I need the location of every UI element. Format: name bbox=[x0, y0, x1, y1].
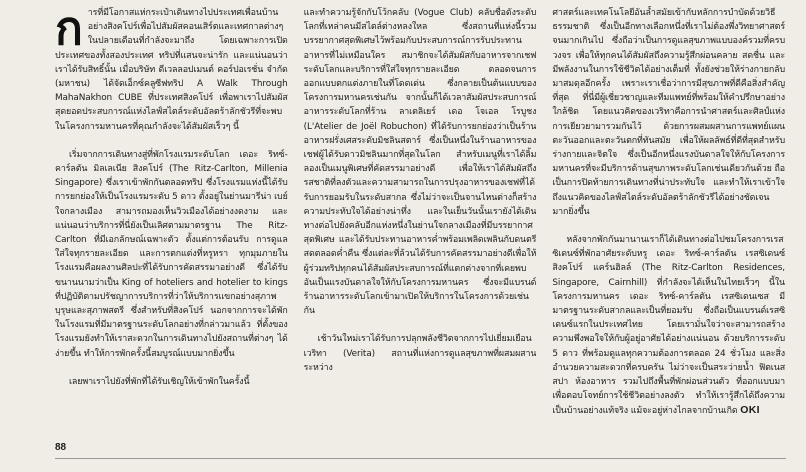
article-column-2 bbox=[304, 6, 537, 438]
paragraph: เช้าวันใหม่เราได้รับการปลุกพลังชีวิตจากการไปเยี่ยมเยือนเวริทา (Verita) สถานที่แห่งการดูแลสุขภาพที่ผสมผสานระหว่าง bbox=[303, 334, 537, 373]
paragraph bbox=[552, 233, 785, 419]
article-column-3 bbox=[552, 6, 785, 438]
paragraph: เริ่มจากการเดินทางสู่ที่พักโรงแรมระดับโลก เดอะ ริทซ์-คาร์ลตัน มิลเลเนีย สิงคโปร์ (The Ritz-Carlton, Millenia Singapore) ซึ่งเราเข้าพักกันตลอดทริป ซึ่งโรงแรมแห่งนี้ได้รับการยกย่องให้เป็นโรงแรมระดับ 5 ดาว ตั้งอยู่ในย่านมารีน่า เบย์ ใจกลางเมือง สามารถมองเห็นวิวเมืองได้อย่างงดงาม และแน่นอนว่าบริการที่นี่ยังเป็นเลิศตามมาตรฐาน The Ritz-Carlton ที่มีเอกลักษณ์เฉพาะตัว ตั้งแต่การต้อนรับ การดูแลใส่ใจทุกรายละเอียด และการตกแต่งที่หรูหรา ทุกมุมภายในโรงแรมคือผลงานศิลปะที่ได้รับการคัดสรรมาอย่างดี ซึ่งได้รับขนานนามว่าเป็น King of hoteliers and hotelier to kings ที่ปฏิบัติตามปรัชญาการบริการที่ว่าให้บริการแขกอย่างสุภาพบุรุษและสุภาพสตรี ซึ่งสำหรับที่สิงคโปร์ นอกจากการจะได้พักในโรงแรมที่มีมาตรฐานระดับโลกอย่างที่กล่าวมาแล้ว ที่ตั้งของโรงแรมยังทำให้เราสะดวกในการเดินทางไปยังสถานที่ต่างๆ ได้ง่ายขึ้น ทำให้การพักครั้งนี้สมบูรณ์แบบมากยิ่งขึ้น bbox=[55, 149, 288, 359]
page-number: 88 bbox=[55, 442, 67, 453]
paragraph-text: ศาสตร์และเทคโนโลยีอันล้ำสมัยเข้ากับหลักการบำบัดด้วยวิธีธรรมชาติ ซึ่งเป็นอีกทางเลือกหนึ่งที่เราไม่ต้องพึ่งวิทยาศาสตร์จนมากเกินไป ซึ่งถือว่าเป็นการดูแลสุขภาพแบบองค์รวมที่ครบวงจร เพื่อให้ทุกคนได้สัมผัสถึงความรู้สึกผ่อนคลาย สดชื่น และมีพลังงานในการใช้ชีวิตได้อย่างเต็มที่ ทั้งยังช่วยให้ร่างกายกลับมาสมดุลอีกครั้ง เพราะเราเชื่อว่าการมีสุขภาพที่ดีคือสิ่งสำคัญที่สุด ที่นี่มีผู้เชี่ยวชาญและทีมแพทย์ที่พร้อมให้คำปรึกษาอย่างใกล้ชิด โดยแนวคิดของเวริทาคือการนำศาสตร์และศิลป์แห่งการเยียวยามารวมกันไว้ ด้วยการผสมผสานการแพทย์แผนตะวันออกและตะวันตกที่ทันสมัย เพื่อให้ผลลัพธ์ที่ดีที่สุดสำหรับร่างกายและจิตใจ ซึ่งเป็นอีกหนึ่งแรงบันดาลใจให้กับโครงการมหานครที่จะมีบริการด้านสุขภาพระดับโลกเช่นเดียวกันด้วย ถือเป็นการปิดท้ายการเดินทางที่น่าประทับใจ และทำให้เราเข้าใจถึงแนวคิดของไลฟ์สไตล์ระดับอัลตร้าลักชัวรีได้อย่างชัดเจนมากยิ่งขึ้น bbox=[552, 8, 786, 217]
paragraph bbox=[552, 6, 785, 219]
article-column-1 bbox=[55, 6, 288, 438]
paragraph-text: หลังจากพักกันมานานเราก็ได้เดินทางต่อไปชมโครงการเรสซิเดนซ์ที่พักอาศัยระดับหรู เดอะ ริทซ์-คาร์ลตัน เรสซิเดนซ์ สิงคโปร์ แคร์นฮิลล์ (The Ritz-Carlton Residences, Singapore, Cairnhill) ที่กำลังจะได้เห็นในไทยเร็วๆ นี้ในโครงการมหานคร เดอะ ริทซ์-คาร์ลตัน เรสซิเดนเซส มีมาตรฐานระดับสากลและเป็นที่ยอมรับ ซึ่งถือเป็นแบรนด์เรสซิเดนซ์แรกในประเทศไทย โดยเรามั่นใจว่าจะสามารถสร้างความพึงพอใจให้กับผู้อยู่อาศัยได้อย่างแน่นอน ด้วยบริการระดับ 5 ดาว ที่พร้อมดูแลทุกความต้องการตลอด 24 ชั่วโมง และสิ่งอำนวยความสะดวกที่ครบครัน ไม่ว่าจะเป็นสระว่ายน้ำ ฟิตเนส สปา ห้องอาหาร รวมไปถึงพื้นที่พักผ่อนส่วนตัว ที่ออกแบบมาเพื่อตอบโจทย์การใช้ชีวิตอย่างลงตัว ทำให้เรารู้สึกได้ถึงความเป็นบ้านอย่างแท้จริง แม้จะอยู่ห่างไกลจากบ้านเกิด bbox=[552, 235, 786, 417]
paragraph-text: ารที่มีโอกาสแห่กระเป๋าเดินทางไปประเทศเพื่อนบ้านอย่างสิงคโปร์เพื่อไปสัมผัสคอนเสิร์ตและเทศกาลต่างๆ ในปลายเดือนที่กำลังจะมาถึง โดยเฉพาะการเปิดประเทศของทั้งสองประเทศ ทริปที่แสนจะน่ารัก และแน่นอนว่าเราได้รับสิทธิ์นั้น เมื่อบริษัท ดีเวลลอปเมนต์ คอร์ปอเรชั่น จำกัด (มหาชน) ได้จัดเอ็กซ์คลูซีฟทริป A Walk Through MahaNakhon CUBE ที่ประเทศสิงคโปร์ เพื่อพาเราไปสัมผัสสุดยอดประสบการณ์แห่งไลฟ์สไตล์ระดับอัลตร้าลักชัวรีที่จะพบในโครงการมหานครที่คุณกำลังจะได้สัมผัสเร็วๆ นี้ bbox=[55, 8, 288, 132]
paragraph bbox=[55, 6, 288, 134]
footer-divider bbox=[55, 458, 786, 459]
paragraph: และทำความรู้จักกับโว้กคลับ (Vogue Club) คลับชื่อดังระดับโลกที่เหล่าคนมีสไตล์ต่างหลงใหล ซึ่งสถานที่แห่งนี้รวมบรรยากาศสุดพิเศษไว้พร้อมกับประสบการณ์การรับประทานอาหารที่ไม่เหมือนใคร สมาชิกจะได้สัมผัสกับอาหารจากเชฟระดับโลกและบริการที่ใส่ใจทุกรายละเอียด ตลอดจนการออกแบบตกแต่งภายในที่โดดเด่น ซึ่งกลายเป็นต้นแบบของโครงการมหานครเช่นกัน จากนั้นก็ได้เวลาสัมผัสประสบการณ์อาหารระดับโลกที่ร้าน ลาเตลิเยร์ เดอ โจเอล โรบูชง (L'Atelier de Joël Robuchon) ที่ได้รับการยกย่องว่าเป็นร้านอาหารฝรั่งเศสระดับมิชลินสตาร์ ซึ่งเป็นหนึ่งในร้านอาหารของเชฟผู้ได้รับดาวมิชลินมากที่สุดในโลก สำหรับเมนูที่เราได้ลิ้มลองเป็นเมนูพิเศษที่คัดสรรมาอย่างดี เพื่อให้เราได้สัมผัสถึงรสชาติที่ลงตัวและความสามารถในการปรุงอาหารของเชฟที่ได้รับการยอมรับในระดับสากล ซึ่งไม่ว่าจะเป็นจานไหนต่างก็สร้างความประทับใจได้อย่างน่าทึ่ง และในเย็นวันนั้นเรายังได้เดินทางต่อไปยังคลับอีกแห่งหนึ่งในย่านใจกลางเมืองที่มีบรรยากาศสุดพิเศษ และได้รับประทานอาหารค่ำพร้อมเพลิดเพลินกับดนตรีสดตลอดค่ำคืน ซึ่งแต่ละที่ล้วนได้รับการคัดสรรมาอย่างดีเพื่อให้ผู้ร่วมทริปทุกคนได้สัมผัสประสบการณ์ที่แตกต่างจากที่เคยพบ อันเป็นแรงบันดาลใจให้กับโครงการมหานคร ซึ่งจะมีแบรนด์ร้านอาหารระดับโลกเข้ามาเปิดให้บริการในโครงการด้วยเช่นกัน bbox=[303, 8, 537, 317]
paragraph: เลยพาเราไปยังที่พักที่ได้รับเชิญให้เข้าพักในครั้งนี้ bbox=[69, 376, 250, 387]
drop-cap: ก bbox=[55, 6, 83, 55]
article-columns bbox=[55, 6, 785, 438]
brand-mark: OKI bbox=[740, 404, 760, 417]
